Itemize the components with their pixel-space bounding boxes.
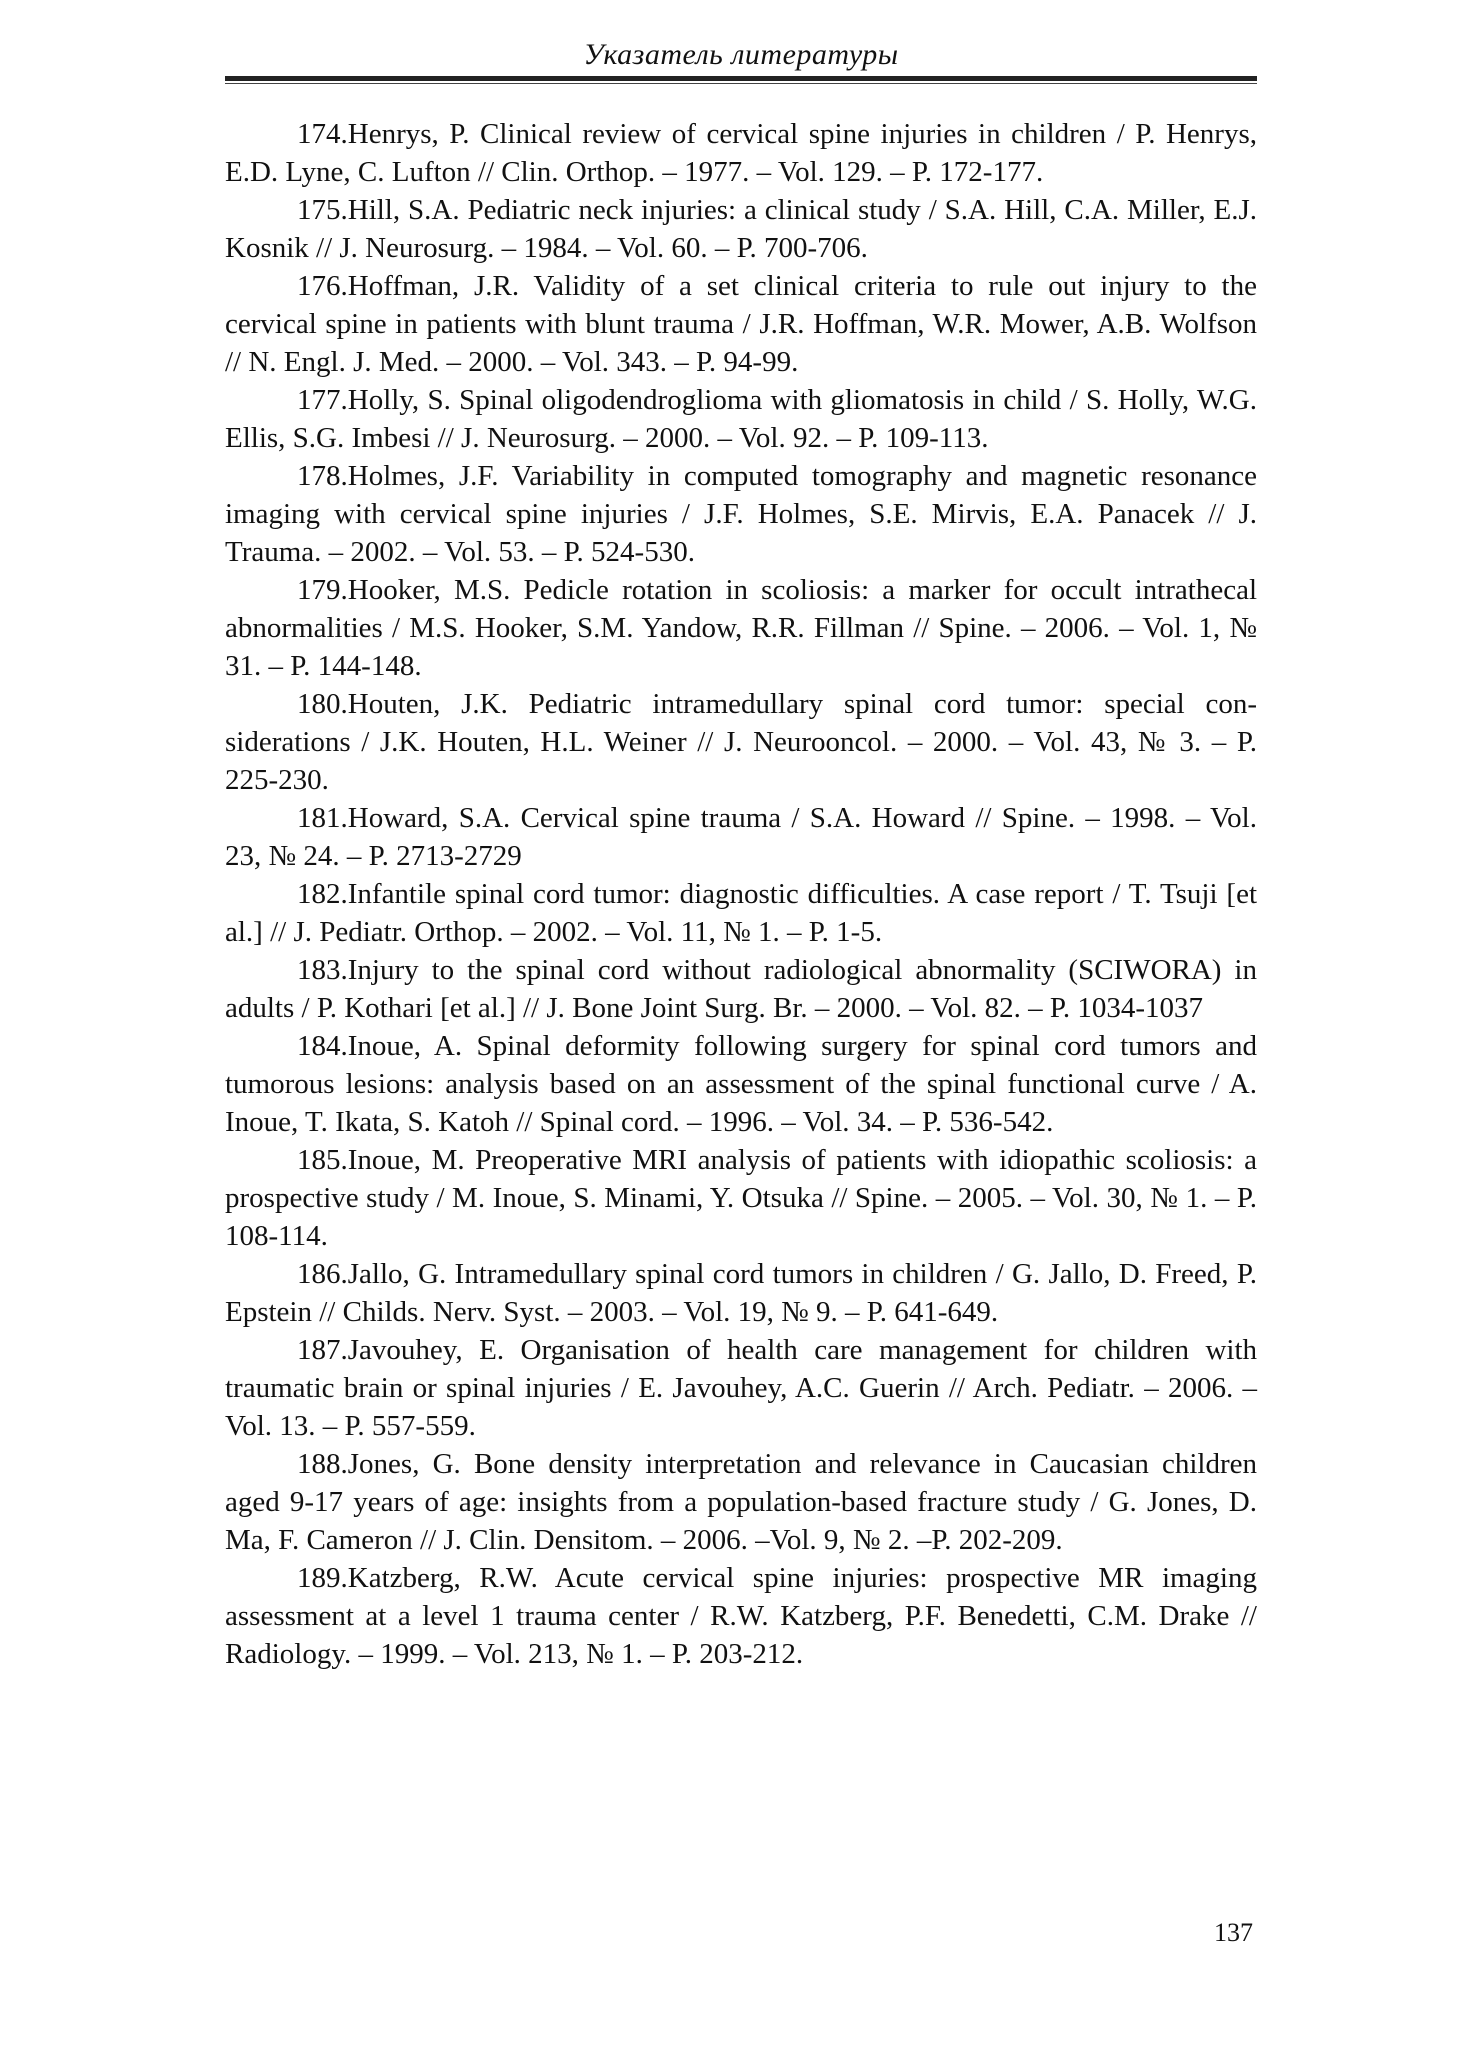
running-header-title: Указатель литературы [583, 38, 899, 71]
page-number: 137 [1214, 1918, 1253, 1947]
header-rule [225, 76, 1257, 81]
reference-entry-182: 182.Infantile spinal cord tumor: diagnostic difficulties. A case report / T. Tsuji [et al.] // J. Pediatr. Orthop. – 2002. – Vol. 11, № 1. – P. 1-5. [225, 878, 1257, 948]
reference-entry-179: 179.Hooker, M.S. Pedicle rotation in scoliosis: a marker for occult intrathecal abnormalities / M.S. Hooker, S.M. Yandow, R.R. Fillman // Spine. – 2006. – Vol. 1, № 31. – P. 144-148. [225, 574, 1257, 682]
reference-entry-184: 184.Inoue, A. Spinal deformity following surgery for spinal cord tumors and tumorous lesions: analysis based on an assessment of the spinal functional curve / A. Inoue, T. Ikata, S. Katoh // Spinal cord. – 1996. – Vol. 34. – P. 536-542. [225, 1030, 1257, 1138]
reference-entry-175: 175.Hill, S.A. Pediatric neck injuries: a clinical study / S.A. Hill, C.A. Miller, E.J. Kosnik // J. Neurosurg. – 1984. – Vol. 60. – P. 700-706. [225, 194, 1257, 264]
reference-entry-180: 180.Houten, J.K. Pediatric intramedullary spinal cord tumor: special considerations / J.K. Houten, H.L. Weiner // J. Neurooncol. – 2000. – Vol. 43, № 3. – P. 225-230. [225, 688, 1257, 796]
reference-entry-177: 177.Holly, S. Spinal oligodendroglioma with gliomatosis in child / S. Holly, W.G. Ellis, S.G. Imbesi // J. Neurosurg. – 2000. – Vol. 92. – P. 109-113. [225, 384, 1257, 454]
reference-entry-174: 174.Henrys, P. Clinical review of cervical spine injuries in children / P. Henrys, E.D. Lyne, C. Lufton // Clin. Orthop. – 1977. – Vol. 129. – P. 172-177. [225, 118, 1257, 188]
reference-entry-188: 188.Jones, G. Bone density interpretation and relevance in Caucasian children aged 9-17 years of age: insights from a population-based fracture study / G. Jones, D. Ma, F. Cameron // J. Clin. Densitom. – 2006. –Vol. 9, № 2. –P. 202-209. [225, 1448, 1257, 1556]
reference-entry-185: 185.Inoue, M. Preoperative MRI analysis of patients with idiopathic scoliosis: a prospective study / M. Inoue, S. Minami, Y. Otsuka // Spine. – 2005. – Vol. 30, № 1. – P. 108-114. [225, 1144, 1257, 1252]
reference-entry-181: 181.Howard, S.A. Cervical spine trauma / S.A. Howard // Spine. – 1998. – Vol. 23, № 24. – P. 2713-2729 [225, 802, 1257, 872]
header-rule-thin [225, 83, 1257, 84]
reference-entry-187: 187.Javouhey, E. Organisation of health care management for children with traumatic brain or spinal injuries / E. Javouhey, A.C. Guerin // Arch. Pediatr. – 2006. –Vol. 13. – P. 557-559. [225, 1334, 1257, 1442]
reference-entry-189: 189.Katzberg, R.W. Acute cervical spine injuries: prospective MR imaging assessment at a level 1 trauma center / R.W. Katzberg, P.F. Benedetti, C.M. Drake // Radiology. – 1999. – Vol. 213, № 1. – P. 203-212. [225, 1562, 1257, 1670]
reference-list [225, 115, 1257, 1673]
reference-entry-178: 178.Holmes, J.F. Variability in computed tomography and magnetic resonance imaging with cervical spine injuries / J.F. Holmes, S.E. Mirvis, E.A. Panacek // J. Trauma. – 2002. – Vol. 53. – P. 524-530. [225, 460, 1257, 568]
reference-entry-176: 176.Hoffman, J.R. Validity of a set clinical criteria to rule out injury to the cervical spine in patients with blunt trauma / J.R. Hoffman, W.R. Mower, A.B. Wolfson // N. Engl. J. Med. – 2000. – Vol. 343. – P. 94-99. [225, 270, 1257, 378]
reference-entry-186: 186.Jallo, G. Intramedullary spinal cord tumors in children / G. Jallo, D. Freed, P. Epstein // Childs. Nerv. Syst. – 2003. – Vol. 19, № 9. – P. 641-649. [225, 1258, 1257, 1328]
running-header [225, 38, 1257, 86]
reference-entry-183: 183.Injury to the spinal cord without radiological abnormality (SCIWORA) in adults / P. Kothari [et al.] // J. Bone Joint Surg. Br. – 2000. – Vol. 82. – P. 1034-1037 [225, 954, 1257, 1024]
